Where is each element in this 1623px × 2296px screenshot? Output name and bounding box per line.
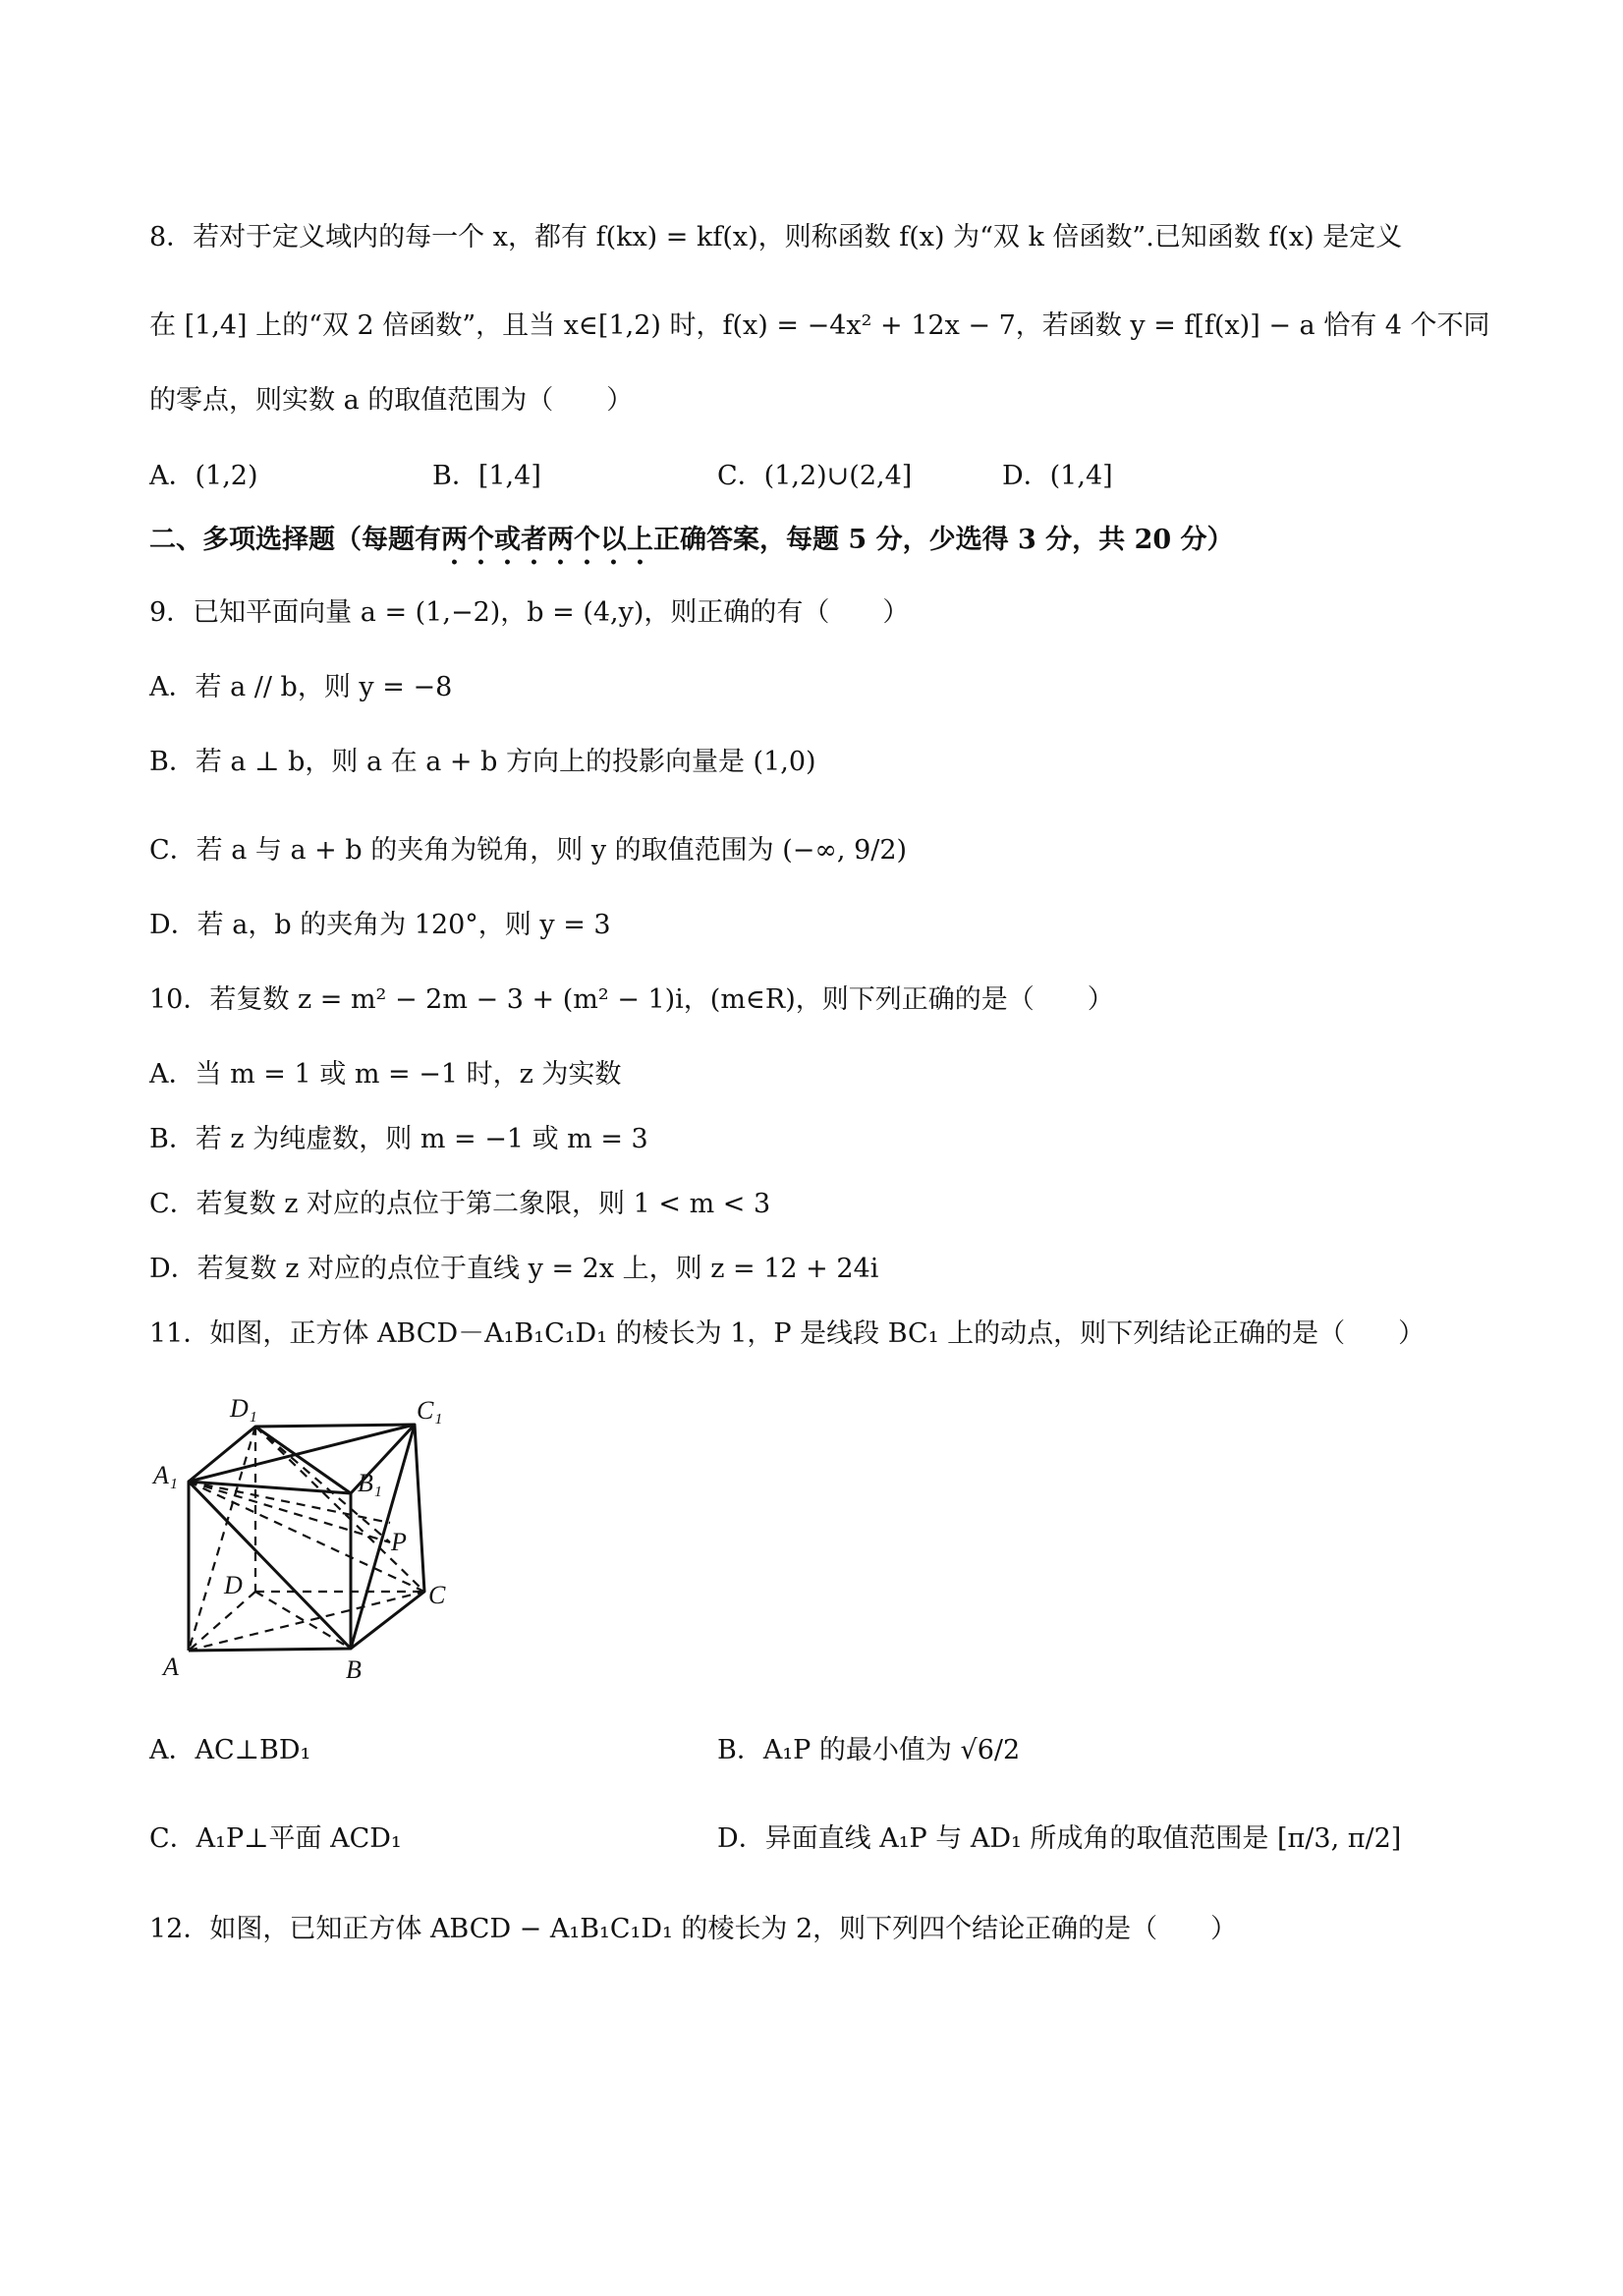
- label-p: P: [391, 1528, 407, 1556]
- section-2-prefix: 二、多项选择题（每题有: [149, 525, 441, 555]
- section-2-emphasis: 两个或者两个以上: [441, 525, 653, 555]
- label-d: D: [224, 1571, 243, 1599]
- q8-option-a: A．(1,2): [149, 461, 258, 491]
- label-a1: A₁: [153, 1461, 178, 1489]
- q9-option-a: A．若 a // b，则 y = −8: [149, 672, 453, 702]
- q12-stem: 12．如图，已知正方体 ABCD − A₁B₁C₁D₁ 的棱长为 2，则下列四个结论正确的是（ ）: [149, 1914, 1238, 1944]
- label-d1: D₁: [230, 1394, 257, 1423]
- q11-stem: 11．如图，正方体 ABCD－A₁B₁C₁D₁ 的棱长为 1，P 是线段 BC₁ 上的动点，则下列结论正确的是（ ）: [149, 1318, 1426, 1349]
- q10-option-c: C．若复数 z 对应的点位于第二象限，则 1 < m < 3: [149, 1189, 771, 1219]
- q10-option-b: B．若 z 为纯虚数，则 m = −1 或 m = 3: [149, 1124, 648, 1154]
- q8-option-c: C．(1,2)∪(2,4]: [717, 461, 913, 491]
- q11-option-d: D．异面直线 A₁P 与 AD₁ 所成角的取值范围是 [π/3, π/2]: [717, 1823, 1402, 1854]
- q11-option-b: B．A₁P 的最小值为 √6/2: [717, 1735, 1021, 1765]
- q10-option-a: A．当 m = 1 或 m = −1 时，z 为实数: [149, 1059, 622, 1090]
- section-2-heading: [149, 521, 1234, 571]
- q9-option-d: D．若 a，b 的夹角为 120°，则 y = 3: [149, 910, 611, 940]
- q8-line-3: 的零点，则实数 a 的取值范围为（ ）: [149, 385, 634, 416]
- label-c: C: [428, 1581, 446, 1609]
- q8-option-b: B．[1,4]: [432, 461, 541, 491]
- label-c1: C₁: [417, 1396, 443, 1425]
- q9-option-c: C．若 a 与 a + b 的夹角为锐角，则 y 的取值范围为 (−∞, 9/2): [149, 835, 908, 866]
- q8-line-2: 在 [1,4] 上的“双 2 倍函数”，且当 x∈[1,2) 时，f(x) = −4x² + 12x − 7，若函数 y = f[f(x)] − a 恰有 4 个不同: [149, 310, 1490, 341]
- cube-figure: [149, 1385, 454, 1680]
- q8-line-1: 8．若对于定义域内的每一个 x，都有 f(kx) = kf(x)，则称函数 f(x) 为“双 k 倍函数”.已知函数 f(x) 是定义: [149, 222, 1403, 252]
- q9-stem: 9．已知平面向量 a = (1,−2)，b = (4,y)，则正确的有（ ）: [149, 597, 910, 628]
- label-b1: B₁: [358, 1469, 382, 1497]
- label-a: A: [163, 1652, 179, 1680]
- q10-stem: 10．若复数 z = m² − 2m − 3 + (m² − 1)i，(m∈R)，则下列正确的是（ ）: [149, 984, 1114, 1015]
- q10-option-d: D．若复数 z 对应的点位于直线 y = 2x 上，则 z = 12 + 24i: [149, 1254, 879, 1284]
- q9-option-b: B．若 a ⊥ b，则 a 在 a + b 方向上的投影向量是 (1,0): [149, 747, 816, 777]
- label-b: B: [346, 1655, 362, 1680]
- q8-option-d: D．(1,4]: [1002, 461, 1113, 491]
- q11-option-a: A．AC⊥BD₁: [149, 1735, 311, 1765]
- q11-option-c: C．A₁P⊥平面 ACD₁: [149, 1823, 402, 1854]
- section-2-suffix: 正确答案，每题 5 分，少选得 3 分，共 20 分）: [653, 525, 1234, 555]
